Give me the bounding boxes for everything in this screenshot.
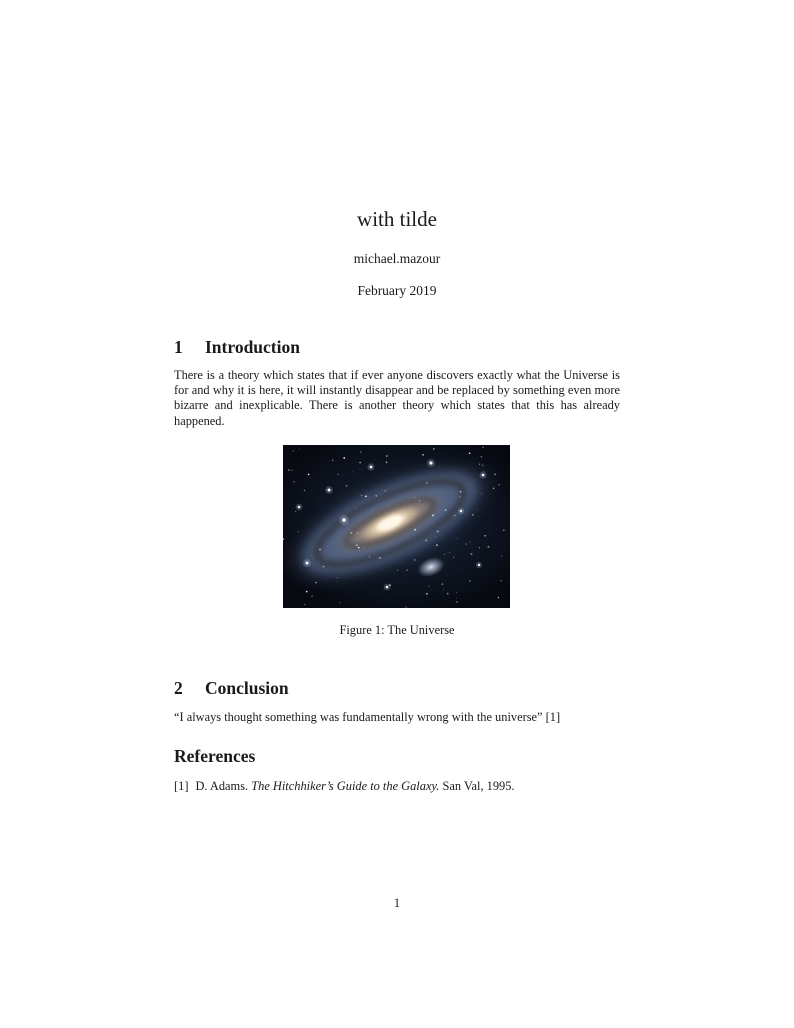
section-heading-introduction: [174, 337, 620, 358]
section-title: Introduction: [205, 337, 300, 357]
galaxy-svg: [283, 445, 510, 608]
introduction-paragraph: There is a theory which states that if ever anyone discovers exactly what the Universe is for and why it is here, it will instantly disappear and be replaced by something even more bizarre and inexplicable. There is another theory which states that this has already happened.: [174, 368, 620, 428]
paper-author: michael.mazour: [353, 251, 441, 266]
reference-item: [174, 779, 620, 794]
reference-text: [195, 779, 620, 794]
section-heading-conclusion: [174, 678, 620, 699]
references-heading: References: [174, 746, 256, 766]
reference-publisher: San Val, 1995.: [442, 779, 515, 793]
galaxy-image: [283, 445, 510, 608]
page-number: 1: [393, 896, 401, 910]
paper-title: with tilde: [357, 207, 437, 231]
figure-caption: Figure 1: The Universe: [339, 623, 455, 637]
section-number: 1: [174, 337, 183, 357]
reference-title: The Hitchhiker’s Guide to the Galaxy.: [251, 779, 440, 793]
section-title: Conclusion: [205, 678, 289, 698]
section-number: 2: [174, 678, 183, 698]
reference-authors: D. Adams.: [195, 779, 249, 793]
paper-date: February 2019: [357, 283, 437, 298]
reference-label: [1]: [174, 779, 189, 793]
conclusion-paragraph: “I always thought something was fundamentally wrong with the universe” [1]: [174, 710, 561, 724]
